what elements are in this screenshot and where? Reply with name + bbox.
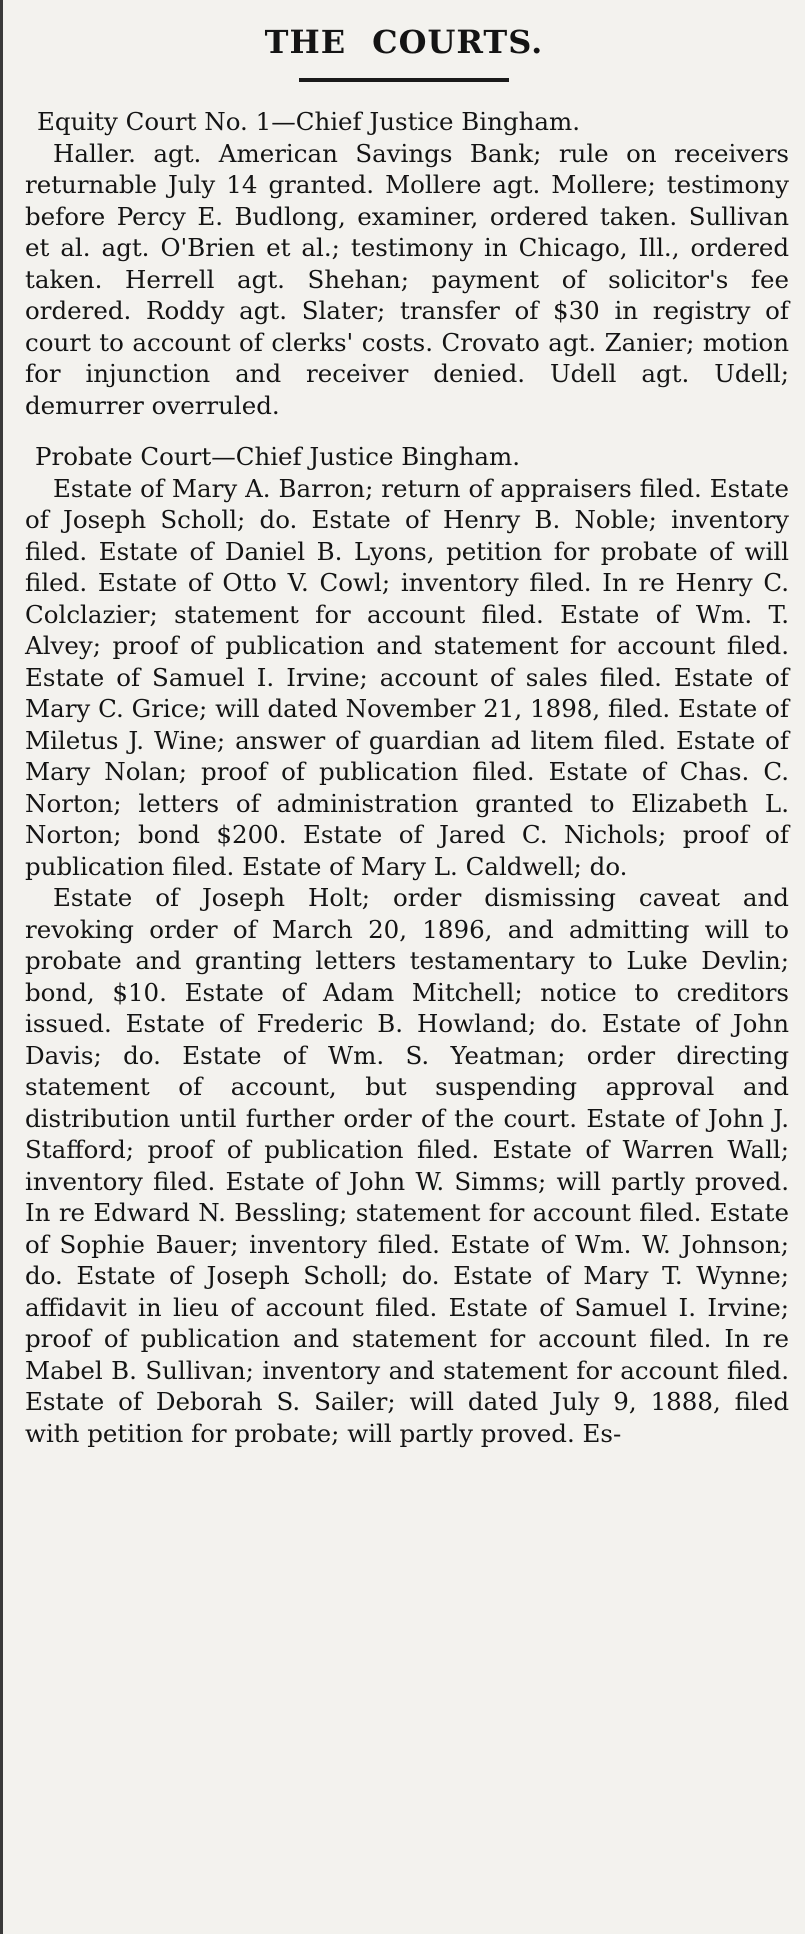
title-word-the: THE (264, 23, 347, 61)
article-body (25, 106, 789, 1449)
probate-court-paragraph-1: Estate of Mary A. Barron; return of appraisers filed. Estate of Joseph Scholl; do. Estate of Henry B. Noble; inventory filed. Estate of Daniel B. Lyons, petition for probate of will filed. Estate of Otto V. Cowl; inventory filed. In re Henry C. Colclazier; statement for account filed. Estate of Wm. T. Alvey; proof of publication and statement for account filed. Estate of Samuel I. Irvine; account of sales filed. Estate of Mary C. Grice; will dated November 21, 1898, filed. Estate of Miletus J. Wine; answer of guardian ad litem filed. Estate of Mary Nolan; proof of publication filed. Estate of Chas. C. Norton; letters of administration granted to Elizabeth L. Norton; bond $200. Estate of Jared C. Nichols; proof of publication filed. Estate of Mary L. Caldwell; do. (25, 473, 789, 881)
title-rule (299, 78, 509, 82)
column-header (3, 0, 805, 80)
equity-court-paragraph: Haller. agt. American Savings Bank; rule on receivers returnable July 14 granted. Mollere agt. Mollere; testimony before Percy E. Budlong, examiner, ordered taken. Sullivan et al. agt. O'Brien et al.; testimony in Chicago, Ill., ordered taken. Herrell agt. Shehan; payment of solicitor's fee ordered. Roddy agt. Slater; transfer of $30 in registry of court to account of clerks' costs. Crovato agt. Zanier; motion for injunction and receiver denied. Udell agt. Udell; demurrer overruled. (25, 138, 789, 420)
section-gap (25, 421, 789, 441)
page-title (3, 22, 805, 62)
section-heading-equity-court: Equity Court No. 1—Chief Justice Bingham. (37, 107, 580, 136)
title-word-courts: COURTS. (372, 23, 544, 61)
section-heading-probate-court: Probate Court—Chief Justice Bingham. (35, 442, 520, 471)
probate-court-paragraph-2: Estate of Joseph Holt; order dismissing caveat and revoking order of March 20, 1896, and admitting will to probate and granting letters testamentary to Luke Devlin; bond, $10. Estate of Adam Mitchell; notice to creditors issued. Estate of Frederic B. Howland; do. Estate of John Davis; do. Estate of Wm. S. Yeatman; order directing statement of account, but suspending approval and distribution until further order of the court. Estate of John J. Stafford; proof of publication filed. Estate of Warren Wall; inventory filed. Estate of John W. Simms; will partly proved. In re Edward N. Bessling; statement for account filed. Estate of Sophie Bauer; inventory filed. Estate of Wm. W. Johnson; do. Estate of Joseph Scholl; do. Estate of Mary T. Wynne; affidavit in lieu of account filed. Estate of Samuel I. Irvine; proof of publication and statement for account filed. In re Mabel B. Sullivan; inventory and statement for account filed. Estate of Deborah S. Sailer; will dated July 9, 1888, filed with petition for probate; will partly proved. Es- (25, 883, 789, 1448)
